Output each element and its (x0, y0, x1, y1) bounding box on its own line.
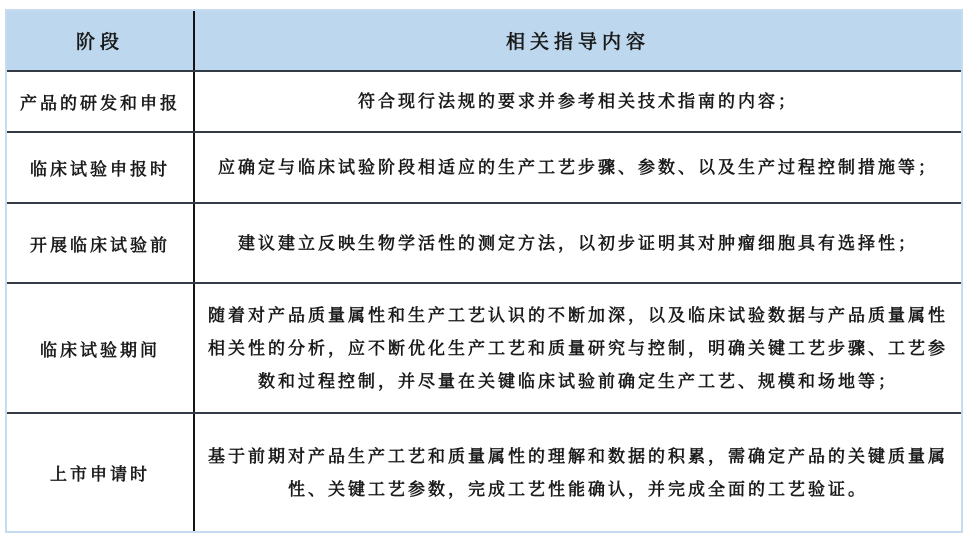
row-content-text: 应确定与临床试验阶段相适应的生产工艺步骤、参数、以及生产过程控制措施等； (218, 158, 938, 177)
row-stage-label: 上市申请时 (7, 414, 195, 531)
table-header-row (7, 11, 961, 70)
table-row (7, 412, 961, 531)
guidance-table (5, 9, 963, 533)
table-row (7, 202, 961, 282)
row-stage-label: 开展临床试验前 (7, 204, 195, 282)
table-row (7, 70, 961, 131)
header-cell-content: 相关指导内容 (505, 32, 650, 53)
table-row (7, 282, 961, 412)
row-content-text: 建议建立反映生物学活性的测定方法，以初步证明其对肿瘤细胞具有选择性； (238, 233, 918, 253)
header-cell-stage: 阶段 (7, 11, 195, 70)
row-stage-label: 临床试验期间 (7, 284, 195, 412)
row-content-text: 随着对产品质量属性和生产工艺认识的不断加深，以及临床试验数据与产品质量属性相关性的分析，应不断优化生产工艺和质量研究与控制，明确关键工艺步骤、工艺参数和过程控制，并尽量在关键临床试验前确定生产工艺、规模和场地等； (208, 305, 948, 391)
table-row (7, 131, 961, 202)
row-content-text: 符合现行法规的要求并参考相关技术指南的内容； (358, 92, 798, 111)
row-stage-label: 临床试验申报时 (7, 133, 195, 202)
row-stage-label: 产品的研发和申报 (7, 72, 195, 131)
row-content-text: 基于前期对产品生产工艺和质量属性的理解和数据的积累，需确定产品的关键质量属性、关键工艺参数，完成工艺性能确认，并完成全面的工艺验证。 (208, 446, 948, 499)
